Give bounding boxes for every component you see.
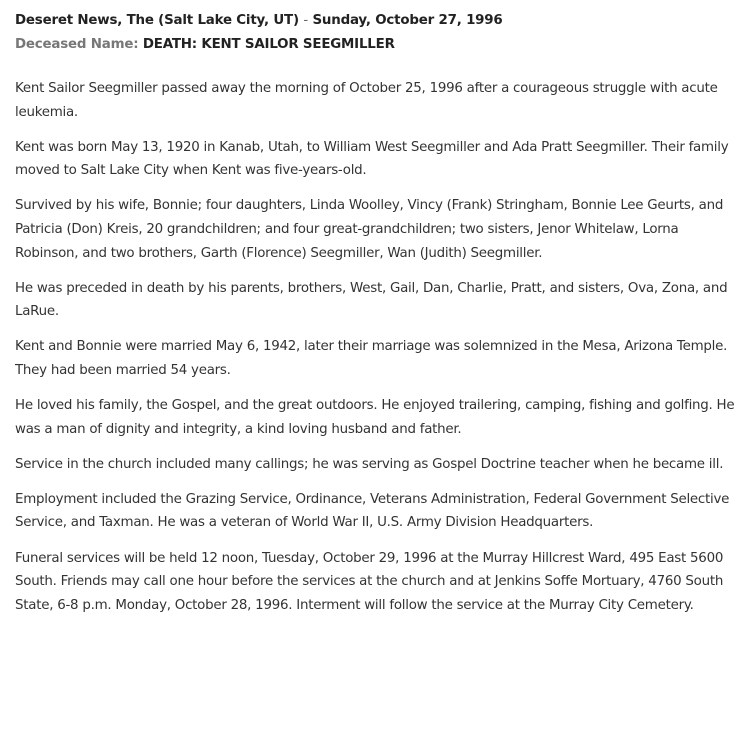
separator: - (303, 13, 308, 28)
paragraph: Funeral services will be held 12 noon, Tuesday, October 29, 1996 at the Murray Hillcrest Ward, 495 East 5600 South. Friends may call one hour before the services at the church and at Jenkins Soffe Mortuary, 4760 South State, 6-8 p.m. Monday, October 28, 1996. Interment will follow the service at the Murray City Cemetery. (15, 550, 724, 613)
publication-name: Deseret News, The (Salt Lake City, UT) (15, 13, 299, 28)
deceased-line (15, 33, 743, 57)
paragraph: He was preceded in death by his parents, brothers, West, Gail, Dan, Charlie, Pratt, and sisters, Ova, Zona, and LaRue. (15, 280, 728, 320)
paragraph: Survived by his wife, Bonnie; four daughters, Linda Woolley, Vincy (Frank) Stringham, Bonnie Lee Geurts, and Patricia (Don) Kreis, 20 grandchildren; and four great-grandchildren; two sisters, Jenor Whitelaw, Lorna Robinson, and two brothers, Garth (Florence) Seegmiller, Wan (Judith) Seegmiller. (15, 198, 724, 261)
article-header (15, 0, 743, 57)
deceased-label: Deceased Name: (15, 37, 139, 52)
paragraph: Service in the church included many callings; he was serving as Gospel Doctrine teacher when he became ill. (15, 456, 724, 472)
source-line (15, 9, 743, 33)
article-body (15, 77, 743, 617)
paragraph: Kent and Bonnie were married May 6, 1942, later their marriage was solemnized in the Mesa, Arizona Temple. They had been married 54 years. (15, 339, 728, 378)
paragraph: Employment included the Grazing Service, Ordinance, Veterans Administration, Federal Government Selective Service, and Taxman. He was a veteran of World War II, U.S. Army Division Headquarters. (15, 491, 730, 531)
publication-date: Sunday, October 27, 1996 (312, 13, 503, 28)
paragraph: Kent Sailor Seegmiller passed away the morning of October 25, 1996 after a courageous struggle with acute leukemia. (15, 81, 718, 120)
deceased-name: DEATH: KENT SAILOR SEEGMILLER (142, 37, 395, 52)
paragraph: He loved his family, the Gospel, and the great outdoors. He enjoyed trailering, camping, fishing and golfing. He was a man of dignity and integrity, a kind loving husband and father. (15, 398, 735, 437)
paragraph: Kent was born May 13, 1920 in Kanab, Utah, to William West Seegmiller and Ada Pratt Seegmiller. Their family moved to Salt Lake City when Kent was five-years-old. (15, 139, 729, 179)
